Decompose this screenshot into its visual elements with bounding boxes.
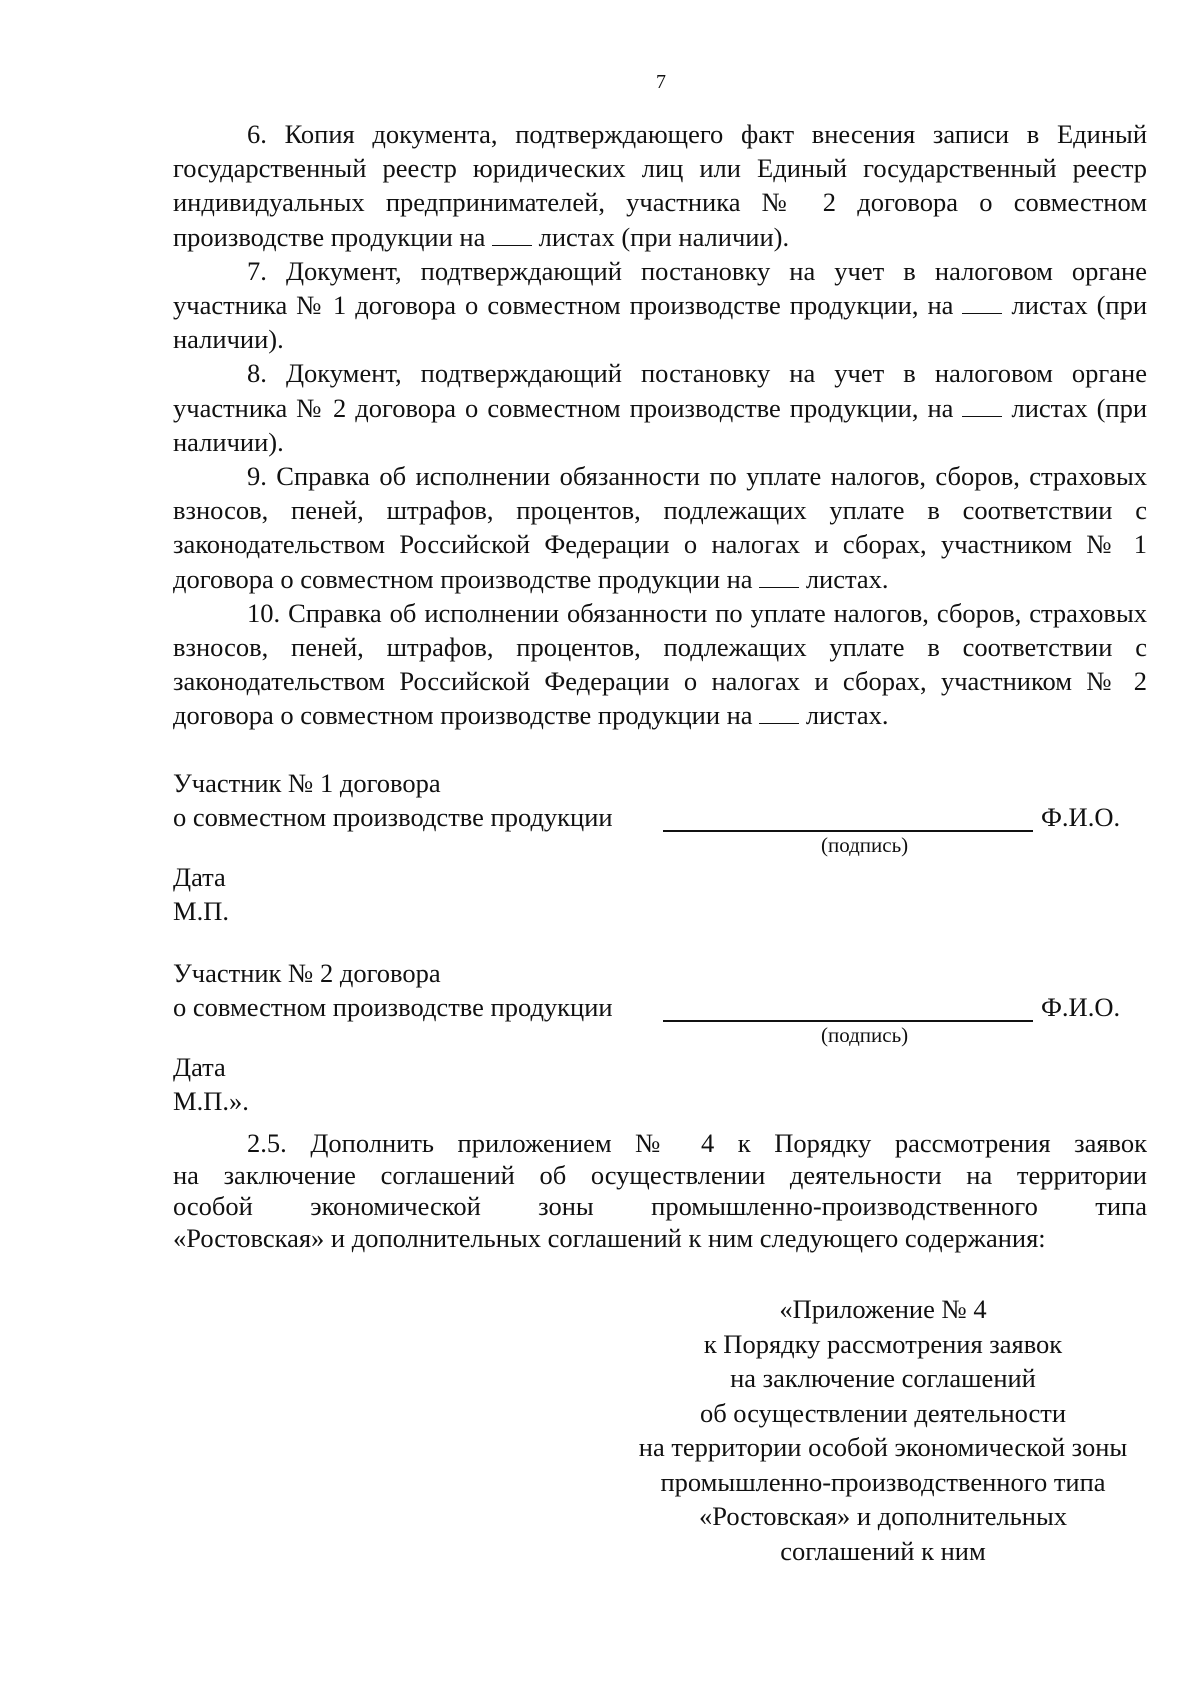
appendix-header-line: «Приложение № 4 bbox=[779, 1294, 987, 1324]
list-item bbox=[173, 459, 1147, 596]
item-text: Справка об исполнении обязанности по уплате налогов, сборов, страховых взносов, пеней, штрафов, процентов, подлежащих уплате в соответствии с законодательством Российской Федерации о налогах и сборах, участником № 1 договора о совместном производстве продукции на bbox=[173, 461, 1147, 594]
item-text: Справка об исполнении обязанности по уплате налогов, сборов, страховых взносов, пеней, штрафов, процентов, подлежащих уплате в соответствии с законодательством Российской Федерации о налогах и сборах, участником № 2 договора о совместном производстве продукции на bbox=[173, 597, 1147, 731]
item-text-tail: листах (при наличии). bbox=[173, 392, 1148, 457]
section-2-5-line: «Ростовская» и дополнительных соглашений к ним следующего содержания: bbox=[173, 1222, 1046, 1253]
signature-caption: (подпись) bbox=[821, 833, 909, 857]
item-number: 7. bbox=[247, 255, 267, 286]
item-text: Документ, подтверждающий постановку на учет в налоговом органе участника № 1 договора о совместном производстве продукции, на bbox=[173, 255, 1147, 321]
section-2-5-paragraph bbox=[173, 1128, 1147, 1254]
page-number: 7 bbox=[656, 71, 666, 93]
item-text-tail: листах (при наличии). bbox=[538, 221, 790, 252]
signature-block-participant-2 bbox=[173, 956, 1147, 1118]
appendix-header-line: «Ростовская» и дополнительных bbox=[699, 1501, 1067, 1531]
signature-row bbox=[173, 990, 1147, 1047]
section-2-5-line: 2.5. Дополнить приложением № 4 к Порядку рассмотрения заявок bbox=[247, 1128, 1147, 1158]
signature-block-participant-1 bbox=[173, 766, 1147, 928]
appendix-header-line: к Порядку рассмотрения заявок bbox=[703, 1328, 1063, 1359]
participant-label: Участник № 2 договора bbox=[173, 958, 441, 988]
appendix-header-line: промышленно-производственного типа bbox=[660, 1466, 1106, 1497]
item-text-tail: листах. bbox=[805, 700, 889, 731]
participant-label: Участник № 1 договора bbox=[173, 768, 441, 798]
item-number: 9. bbox=[247, 461, 267, 492]
section-2-5-line: особой экономической зоны промышленно-производственного типа bbox=[173, 1191, 1147, 1221]
stamp-label: М.П.». bbox=[173, 1086, 249, 1116]
list-item bbox=[173, 117, 1147, 254]
item-text-tail: листах. bbox=[805, 563, 889, 594]
appendix-header-line: на территории особой экономической зоны bbox=[638, 1432, 1128, 1462]
item-text: Документ, подтверждающий постановку на учет в налоговом органе участника № 2 договора о совместном производстве продукции, на bbox=[173, 358, 1147, 423]
appendix-header-line: об осуществлении деятельности bbox=[699, 1397, 1067, 1428]
signature-line bbox=[663, 830, 1033, 832]
date-label: Дата bbox=[173, 862, 226, 892]
appendix-header-line: соглашений к ним bbox=[780, 1535, 986, 1566]
appendix-header-line: на заключение соглашений bbox=[730, 1363, 1036, 1393]
item-number: 10. bbox=[247, 597, 281, 628]
item-text: Копия документа, подтверждающего факт внесения записи в Единый государственный реестр юридических лиц или Единый государственный реестр индивидуальных предпринимателей, участника № 2 договора о совместном производстве продукции на bbox=[173, 119, 1147, 252]
item-number: 8. bbox=[247, 358, 267, 389]
blank-field bbox=[492, 223, 532, 246]
fio-label: Ф.И.О. bbox=[1041, 802, 1121, 832]
signature-caption: (подпись) bbox=[821, 1023, 909, 1047]
date-label: Дата bbox=[173, 1052, 226, 1082]
document-items-list bbox=[173, 117, 1147, 733]
blank-field bbox=[962, 291, 1002, 314]
blank-field bbox=[759, 565, 799, 588]
fio-label: Ф.И.О. bbox=[1041, 992, 1121, 1022]
appendix-header bbox=[618, 1292, 1148, 1568]
signature-line bbox=[663, 1020, 1033, 1022]
signature-row bbox=[173, 800, 1147, 857]
production-label: о совместном производстве продукции bbox=[173, 992, 613, 1022]
list-item bbox=[173, 356, 1147, 459]
production-label: о совместном производстве продукции bbox=[173, 802, 613, 832]
section-2-5-line: на заключение соглашений об осуществлении деятельности на территории bbox=[173, 1159, 1147, 1190]
item-number: 6. bbox=[247, 119, 267, 149]
list-item bbox=[173, 596, 1147, 733]
blank-field bbox=[962, 394, 1002, 417]
blank-field bbox=[759, 701, 799, 724]
list-item bbox=[173, 254, 1147, 357]
item-text-tail: листах (при наличии). bbox=[173, 290, 1148, 355]
stamp-label: М.П. bbox=[173, 896, 229, 926]
